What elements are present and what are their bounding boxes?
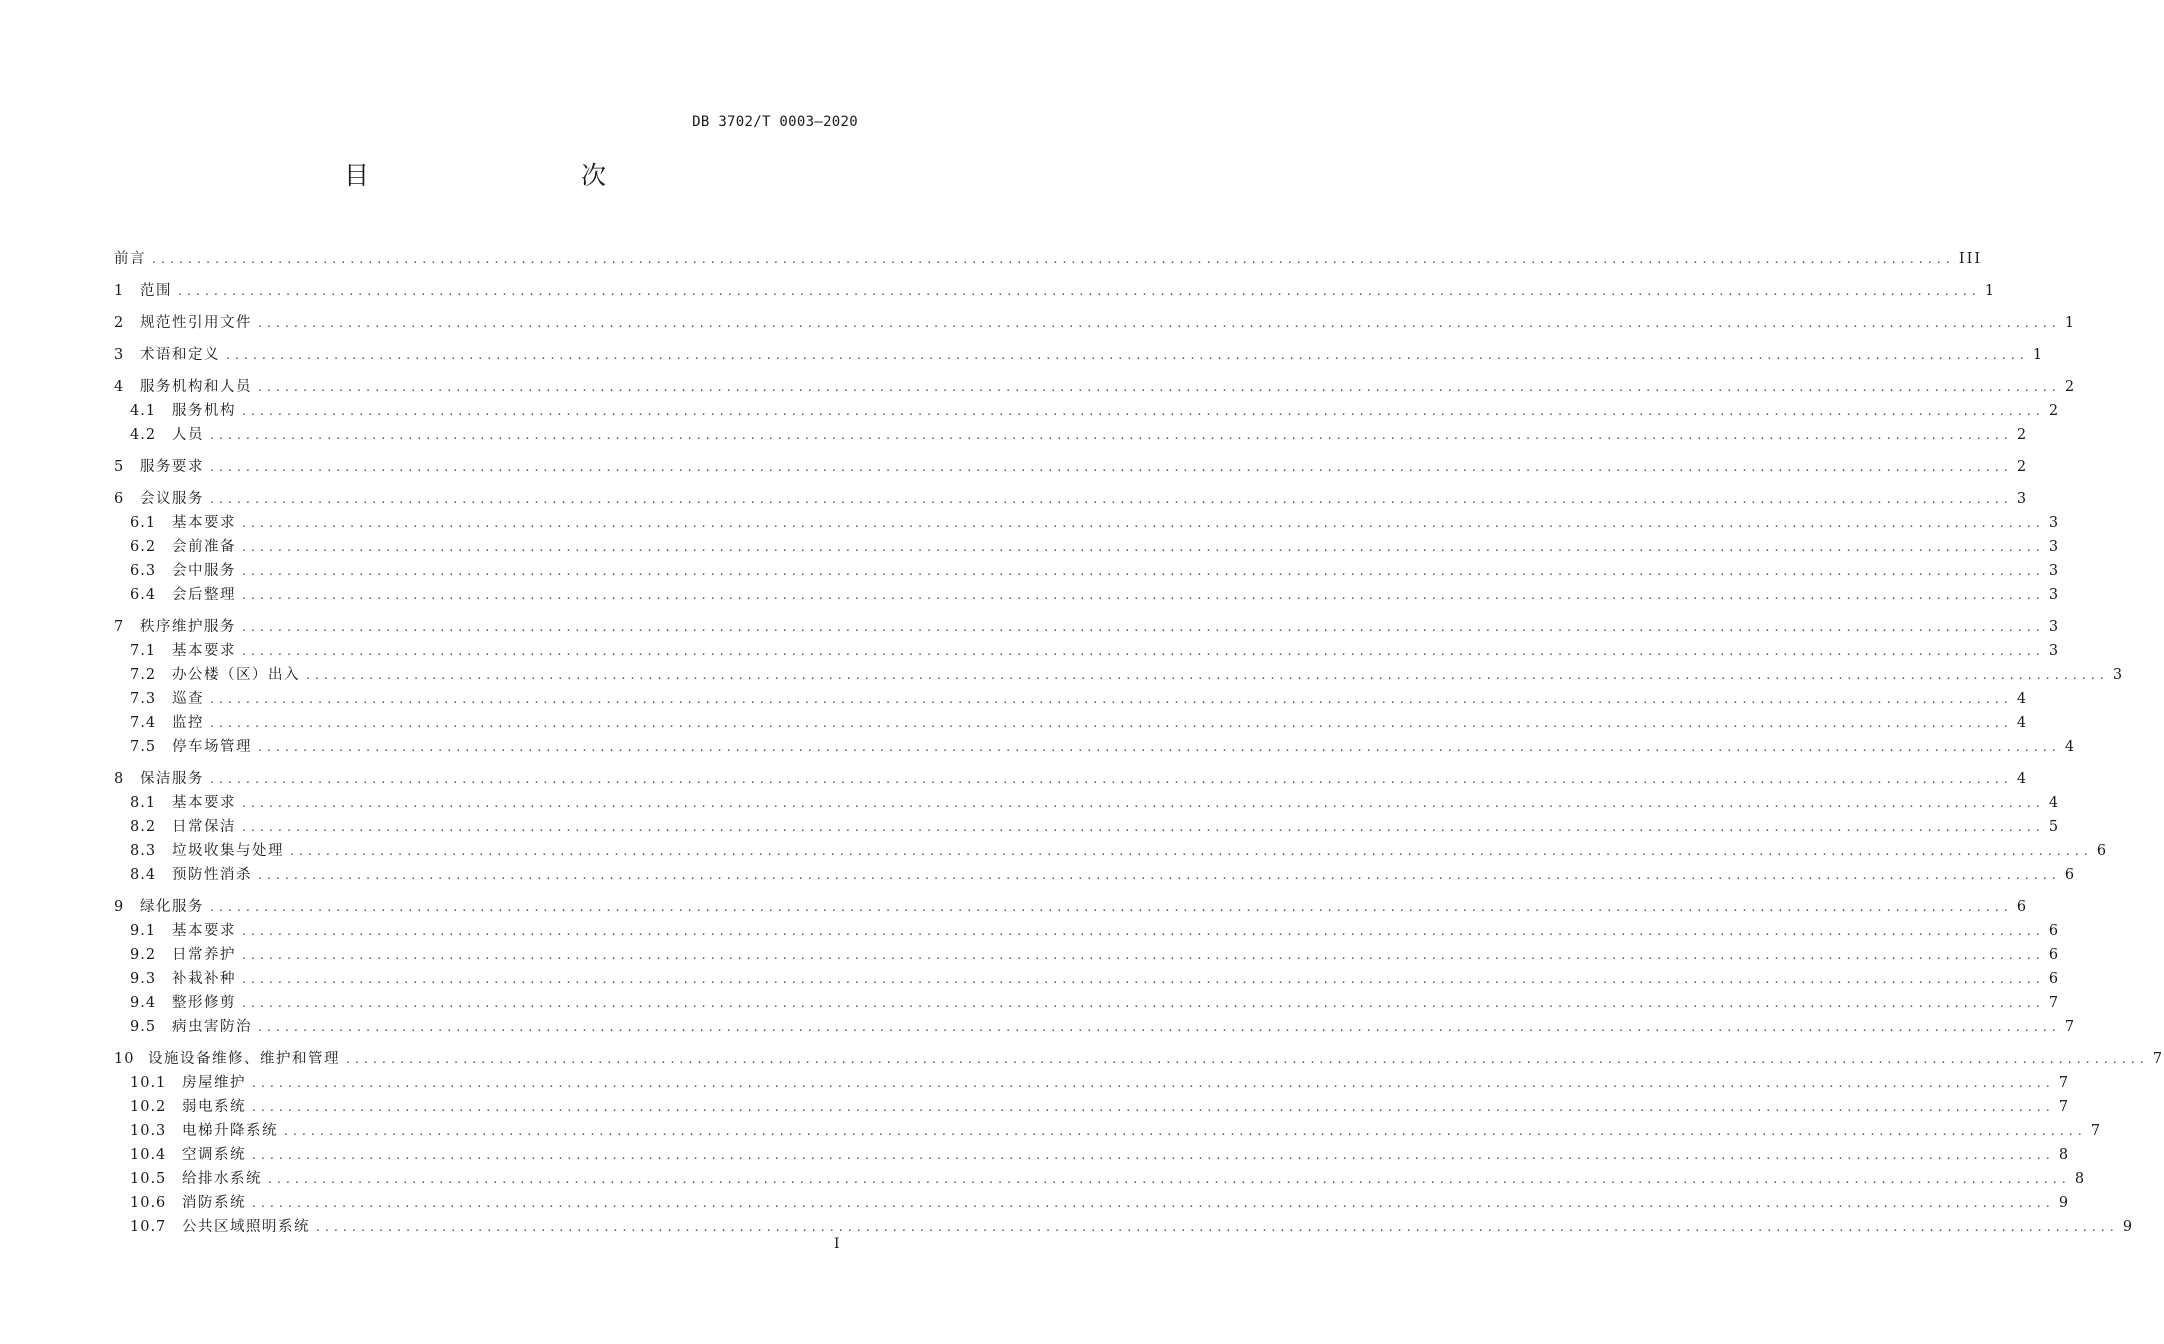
toc-entry-label: 会后整理 bbox=[172, 587, 236, 603]
toc-entry-number: 7 bbox=[114, 619, 125, 635]
dot-leader: ........................................................................................................................................................................................................ bbox=[316, 1220, 2119, 1234]
toc-entry-label: 日常保洁 bbox=[172, 819, 236, 835]
toc-entry-page: 4 bbox=[2016, 715, 2029, 731]
toc-entry-label: 设施设备维修、维护和管理 bbox=[148, 1051, 340, 1067]
toc-entry-page: 2 bbox=[2064, 379, 2077, 395]
toc-entry-page: 4 bbox=[2064, 739, 2077, 755]
toc-entry-number: 8 bbox=[114, 771, 125, 787]
toc-entry-label: 办公楼（区）出入 bbox=[172, 667, 300, 683]
dot-leader: ........................................................................................................................................................................................................ bbox=[258, 316, 2061, 330]
toc-entry-label: 基本要求 bbox=[172, 515, 236, 531]
toc-entry[interactable] bbox=[114, 1188, 2071, 1212]
toc-entry[interactable] bbox=[114, 916, 2061, 940]
dot-leader: ........................................................................................................................................................................................................ bbox=[210, 900, 2013, 914]
toc-entry-number: 7.4 bbox=[130, 715, 157, 731]
toc-entry[interactable] bbox=[114, 940, 2061, 964]
toc-entry-page: 3 bbox=[2048, 563, 2061, 579]
page-number-footer: I bbox=[834, 1236, 840, 1252]
toc-entry-number: 5 bbox=[114, 459, 125, 475]
toc-entry[interactable] bbox=[114, 1044, 2164, 1068]
toc-entry-label: 服务要求 bbox=[140, 459, 204, 475]
toc-entry-page: III bbox=[1958, 251, 1983, 267]
toc-entry-page: 3 bbox=[2048, 587, 2061, 603]
toc-entry-page: 3 bbox=[2048, 643, 2061, 659]
toc-entry-label: 停车场管理 bbox=[172, 739, 252, 755]
dot-leader: ........................................................................................................................................................................................................ bbox=[252, 1100, 2055, 1114]
toc-entry-page: 4 bbox=[2016, 771, 2029, 787]
toc-entry[interactable] bbox=[114, 764, 2029, 788]
toc-entry[interactable] bbox=[114, 1116, 2103, 1140]
toc-entry-label: 规范性引用文件 bbox=[140, 315, 252, 331]
toc-entry-number: 10.7 bbox=[130, 1219, 167, 1235]
toc-entry[interactable] bbox=[114, 452, 2029, 476]
dot-leader: ........................................................................................................................................................................................................ bbox=[242, 516, 2045, 530]
toc-entry[interactable] bbox=[114, 684, 2029, 708]
toc-entry-label: 预防性消杀 bbox=[172, 867, 252, 883]
toc-entry-label: 保洁服务 bbox=[140, 771, 204, 787]
toc-entry[interactable] bbox=[114, 1212, 2135, 1236]
toc-entry-number: 7.1 bbox=[130, 643, 157, 659]
dot-leader: ........................................................................................................................................................................................................ bbox=[258, 380, 2061, 394]
toc-entry-label: 秩序维护服务 bbox=[140, 619, 236, 635]
toc-entry-page: 4 bbox=[2048, 795, 2061, 811]
dot-leader: ........................................................................................................................................................................................................ bbox=[306, 668, 2109, 682]
toc-entry[interactable] bbox=[114, 1140, 2071, 1164]
toc-entry-number: 3 bbox=[114, 347, 125, 363]
dot-leader: ........................................................................................................................................................................................................ bbox=[242, 540, 2045, 554]
toc-entry[interactable] bbox=[114, 612, 2061, 636]
standard-code: DB 3702/T 0003—2020 bbox=[692, 114, 858, 130]
toc-entry-number: 9 bbox=[114, 899, 125, 915]
toc-entry-page: 8 bbox=[2074, 1171, 2087, 1187]
toc-entry[interactable] bbox=[114, 420, 2029, 444]
toc-entry[interactable] bbox=[114, 892, 2029, 916]
toc-entry-label: 会中服务 bbox=[172, 563, 236, 579]
dot-leader: ........................................................................................................................................................................................................ bbox=[210, 428, 2013, 442]
dot-leader: ........................................................................................................................................................................................................ bbox=[242, 564, 2045, 578]
toc-entry-number: 1 bbox=[114, 283, 125, 299]
toc-entry-number: 6.2 bbox=[130, 539, 157, 555]
toc-entry-page: 3 bbox=[2048, 619, 2061, 635]
table-of-contents bbox=[114, 238, 2164, 1236]
toc-entry-page: 4 bbox=[2016, 691, 2029, 707]
toc-entry[interactable] bbox=[114, 532, 2061, 556]
toc-entry-page: 7 bbox=[2048, 995, 2061, 1011]
dot-leader: ........................................................................................................................................................................................................ bbox=[268, 1172, 2071, 1186]
toc-entry-label: 空调系统 bbox=[182, 1147, 246, 1163]
dot-leader: ........................................................................................................................................................................................................ bbox=[242, 924, 2045, 938]
toc-entry[interactable] bbox=[114, 1092, 2071, 1116]
toc-entry-page: 2 bbox=[2048, 403, 2061, 419]
toc-entry-label: 会前准备 bbox=[172, 539, 236, 555]
toc-entry-label: 消防系统 bbox=[182, 1195, 246, 1211]
toc-entry-number: 9.3 bbox=[130, 971, 157, 987]
toc-entry-page: 7 bbox=[2058, 1075, 2071, 1091]
toc-entry[interactable] bbox=[114, 308, 2077, 332]
dot-leader: ........................................................................................................................................................................................................ bbox=[242, 644, 2045, 658]
dot-leader: ........................................................................................................................................................................................................ bbox=[258, 740, 2061, 754]
toc-entry-number: 2 bbox=[114, 315, 125, 331]
toc-entry-page: 9 bbox=[2122, 1219, 2135, 1235]
toc-entry[interactable] bbox=[114, 988, 2061, 1012]
toc-entry[interactable] bbox=[114, 484, 2029, 508]
dot-leader: ........................................................................................................................................................................................................ bbox=[242, 948, 2045, 962]
toc-entry[interactable] bbox=[114, 580, 2061, 604]
dot-leader: ........................................................................................................................................................................................................ bbox=[210, 492, 2013, 506]
toc-entry-number: 7.3 bbox=[130, 691, 157, 707]
toc-entry-label: 垃圾收集与处理 bbox=[172, 843, 284, 859]
toc-entry-page: 2 bbox=[2016, 427, 2029, 443]
toc-entry-number: 4 bbox=[114, 379, 125, 395]
toc-entry-number: 4.2 bbox=[130, 427, 157, 443]
toc-entry-page: 6 bbox=[2016, 899, 2029, 915]
toc-entry-page: 3 bbox=[2048, 515, 2061, 531]
toc-entry-label: 基本要求 bbox=[172, 923, 236, 939]
toc-entry-number: 9.2 bbox=[130, 947, 157, 963]
dot-leader: ........................................................................................................................................................................................................ bbox=[210, 692, 2013, 706]
toc-entry[interactable] bbox=[114, 372, 2077, 396]
toc-entry-page: 6 bbox=[2048, 947, 2061, 963]
toc-entry-page: 7 bbox=[2152, 1051, 2164, 1067]
toc-entry-number: 10.6 bbox=[130, 1195, 167, 1211]
dot-leader: ........................................................................................................................................................................................................ bbox=[258, 1020, 2061, 1034]
toc-entry-label: 服务机构 bbox=[172, 403, 236, 419]
toc-entry-number: 10.5 bbox=[130, 1171, 167, 1187]
toc-entry-label: 基本要求 bbox=[172, 795, 236, 811]
toc-entry-page: 6 bbox=[2064, 867, 2077, 883]
toc-entry-page: 5 bbox=[2048, 819, 2061, 835]
toc-entry[interactable] bbox=[114, 556, 2061, 580]
toc-entry-label: 巡查 bbox=[172, 691, 204, 707]
toc-entry-page: 1 bbox=[2064, 315, 2077, 331]
toc-entry-label: 会议服务 bbox=[140, 491, 204, 507]
toc-entry-number: 10.2 bbox=[130, 1099, 167, 1115]
dot-leader: ........................................................................................................................................................................................................ bbox=[346, 1052, 2149, 1066]
toc-entry[interactable] bbox=[114, 396, 2061, 420]
toc-entry-label: 公共区域照明系统 bbox=[182, 1219, 310, 1235]
toc-entry-number: 9.1 bbox=[130, 923, 157, 939]
toc-entry-page: 2 bbox=[2016, 459, 2029, 475]
dot-leader: ........................................................................................................................................................................................................ bbox=[258, 868, 2061, 882]
toc-entry-page: 1 bbox=[1984, 283, 1997, 299]
toc-entry-number: 6.1 bbox=[130, 515, 157, 531]
toc-entry-label: 弱电系统 bbox=[182, 1099, 246, 1115]
toc-entry-number: 6 bbox=[114, 491, 125, 507]
dot-leader: ........................................................................................................................................................................................................ bbox=[242, 404, 2045, 418]
toc-entry-label: 术语和定义 bbox=[140, 347, 220, 363]
toc-entry-number: 8.3 bbox=[130, 843, 157, 859]
toc-entry[interactable] bbox=[114, 244, 1983, 268]
toc-entry-number: 8.4 bbox=[130, 867, 157, 883]
toc-entry-page: 1 bbox=[2032, 347, 2045, 363]
toc-entry-page: 7 bbox=[2090, 1123, 2103, 1139]
toc-entry[interactable] bbox=[114, 340, 2045, 364]
toc-entry[interactable] bbox=[114, 732, 2077, 756]
toc-title: 目 次 bbox=[343, 161, 660, 190]
dot-leader: ........................................................................................................................................................................................................ bbox=[210, 460, 2013, 474]
toc-entry-number: 6.3 bbox=[130, 563, 157, 579]
toc-entry-number: 8.1 bbox=[130, 795, 157, 811]
dot-leader: ........................................................................................................................................................................................................ bbox=[252, 1196, 2055, 1210]
dot-leader: ........................................................................................................................................................................................................ bbox=[242, 820, 2045, 834]
dot-leader: ........................................................................................................................................................................................................ bbox=[152, 252, 1955, 266]
dot-leader: ........................................................................................................................................................................................................ bbox=[290, 844, 2093, 858]
toc-entry-label: 范围 bbox=[140, 283, 172, 299]
toc-entry-number: 8.2 bbox=[130, 819, 157, 835]
toc-entry-page: 7 bbox=[2064, 1019, 2077, 1035]
dot-leader: ........................................................................................................................................................................................................ bbox=[252, 1148, 2055, 1162]
toc-entry-label: 人员 bbox=[172, 427, 204, 443]
toc-entry-label: 绿化服务 bbox=[140, 899, 204, 915]
toc-entry-label: 服务机构和人员 bbox=[140, 379, 252, 395]
toc-entry[interactable] bbox=[114, 788, 2061, 812]
dot-leader: ........................................................................................................................................................................................................ bbox=[252, 1076, 2055, 1090]
toc-entry[interactable] bbox=[114, 812, 2061, 836]
toc-entry[interactable] bbox=[114, 636, 2061, 660]
dot-leader: ........................................................................................................................................................................................................ bbox=[242, 796, 2045, 810]
dot-leader: ........................................................................................................................................................................................................ bbox=[178, 284, 1981, 298]
toc-entry[interactable] bbox=[114, 660, 2125, 684]
toc-entry-label: 病虫害防治 bbox=[172, 1019, 252, 1035]
toc-entry-number: 6.4 bbox=[130, 587, 157, 603]
toc-entry-label: 日常养护 bbox=[172, 947, 236, 963]
toc-entry-label: 电梯升降系统 bbox=[182, 1123, 278, 1139]
toc-entry[interactable] bbox=[114, 1164, 2087, 1188]
toc-entry-page: 6 bbox=[2048, 971, 2061, 987]
toc-entry-number: 4.1 bbox=[130, 403, 157, 419]
toc-entry[interactable] bbox=[114, 964, 2061, 988]
toc-entry-number: 9.5 bbox=[130, 1019, 157, 1035]
toc-entry-label: 前言 bbox=[114, 251, 146, 267]
toc-entry-number: 7.2 bbox=[130, 667, 157, 683]
toc-entry-number: 9.4 bbox=[130, 995, 157, 1011]
toc-entry[interactable] bbox=[114, 508, 2061, 532]
toc-entry-page: 9 bbox=[2058, 1195, 2071, 1211]
toc-entry[interactable] bbox=[114, 1068, 2071, 1092]
toc-entry[interactable] bbox=[114, 1012, 2077, 1036]
toc-entry-number: 10.4 bbox=[130, 1147, 167, 1163]
toc-entry-number: 7.5 bbox=[130, 739, 157, 755]
toc-entry-label: 房屋维护 bbox=[182, 1075, 246, 1091]
toc-entry-page: 7 bbox=[2058, 1099, 2071, 1115]
dot-leader: ........................................................................................................................................................................................................ bbox=[284, 1124, 2087, 1138]
toc-entry-label: 补栽补种 bbox=[172, 971, 236, 987]
toc-entry[interactable] bbox=[114, 708, 2029, 732]
dot-leader: ........................................................................................................................................................................................................ bbox=[210, 772, 2013, 786]
toc-entry-label: 整形修剪 bbox=[172, 995, 236, 1011]
toc-entry-page: 3 bbox=[2112, 667, 2125, 683]
toc-entry-page: 6 bbox=[2096, 843, 2109, 859]
dot-leader: ........................................................................................................................................................................................................ bbox=[226, 348, 2029, 362]
toc-entry-label: 监控 bbox=[172, 715, 204, 731]
toc-entry[interactable] bbox=[114, 276, 1997, 300]
toc-entry-number: 10.3 bbox=[130, 1123, 167, 1139]
dot-leader: ........................................................................................................................................................................................................ bbox=[242, 588, 2045, 602]
toc-entry-number: 10.1 bbox=[130, 1075, 167, 1091]
toc-entry-page: 3 bbox=[2016, 491, 2029, 507]
toc-entry-label: 给排水系统 bbox=[182, 1171, 262, 1187]
dot-leader: ........................................................................................................................................................................................................ bbox=[242, 996, 2045, 1010]
toc-entry-page: 8 bbox=[2058, 1147, 2071, 1163]
toc-entry-number: 10 bbox=[114, 1051, 135, 1067]
dot-leader: ........................................................................................................................................................................................................ bbox=[210, 716, 2013, 730]
toc-entry[interactable] bbox=[114, 836, 2109, 860]
toc-entry-label: 基本要求 bbox=[172, 643, 236, 659]
toc-entry-page: 6 bbox=[2048, 923, 2061, 939]
dot-leader: ........................................................................................................................................................................................................ bbox=[242, 972, 2045, 986]
toc-entry-page: 3 bbox=[2048, 539, 2061, 555]
toc-entry[interactable] bbox=[114, 860, 2077, 884]
dot-leader: ........................................................................................................................................................................................................ bbox=[242, 620, 2045, 634]
